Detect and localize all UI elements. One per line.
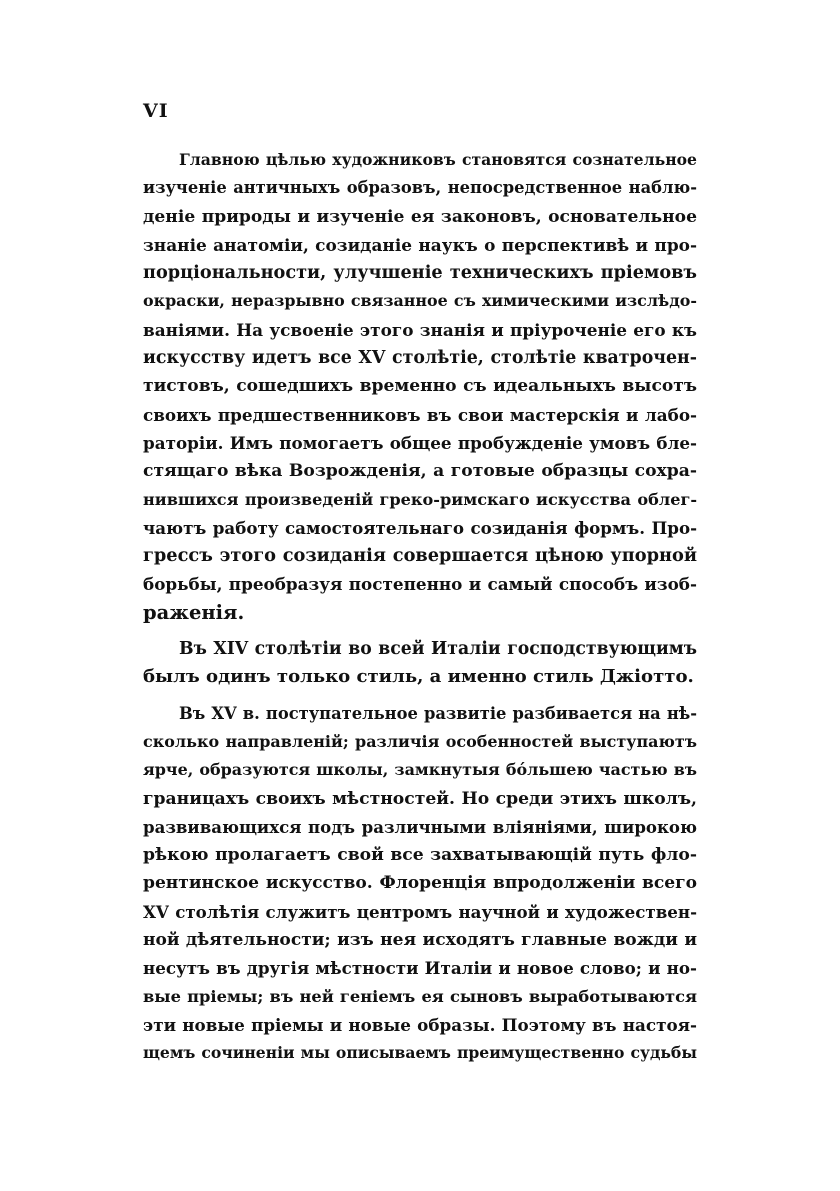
text-line: Въ XIV столѣтіи во всей Италіи господствующимъ	[179, 639, 697, 660]
text-line: окраски, неразрывно связанное съ химическими изслѣдо-	[143, 291, 697, 311]
text-line: грессъ этого созиданія совершается цѣною упорной	[143, 545, 697, 567]
text-line: Въ XV в. поступательное развитіе разбивается на нѣ-	[179, 703, 697, 723]
text-line: своихъ предшественниковъ въ свои мастерскія и лабо-	[143, 404, 697, 425]
text-line: порціональности, улучшеніе техническихъ пріемовъ	[143, 262, 697, 284]
paragraph-gap	[143, 627, 697, 635]
text-line: изученіе античныхъ образовъ, непосредственное наблю-	[143, 178, 697, 198]
text-line: искусству идетъ все XV столѣтіе, столѣтіе кватрочен-	[143, 348, 697, 369]
paragraph-1	[143, 146, 697, 627]
text-line: чаютъ работу самостоятельнаго созиданія формъ. Про-	[143, 517, 697, 538]
text-line: щемъ сочиненіи мы описываемъ преимущественно судьбы	[143, 1043, 697, 1063]
text-line: развивающихся подъ различными вліяніями, широкою	[143, 816, 697, 837]
text-line: вые пріемы; въ ней геніемъ ея сыновъ выработываются	[143, 986, 697, 1006]
text-line: борьбы, преобразуя постепенно и самый способъ изоб-	[143, 574, 697, 595]
text-line: знаніе анатоміи, созиданіе наукъ о перспективѣ и про-	[143, 234, 697, 255]
text-line: деніе природы и изученіе ея законовъ, основательное	[143, 206, 697, 227]
text-line: раторіи. Имъ помогаетъ общее пробужденіе умовъ бле-	[143, 432, 697, 453]
text-line: границахъ своихъ мѣстностей. Но среди этихъ школъ,	[143, 788, 697, 809]
text-line: раженія.	[143, 600, 245, 624]
text-line: нившихся произведеній греко-римскаго искусства облег-	[143, 489, 697, 509]
text-line: стящаго вѣка Возрожденія, а готовые образцы сохра-	[143, 461, 697, 482]
text-line: ваніями. На усвоеніе этого знанія и пріуроченіе его къ	[143, 319, 697, 340]
paragraph-2	[143, 635, 697, 692]
text-line: эти новые пріемы и новые образы. Поэтому въ настоя-	[143, 1014, 697, 1035]
text-line: ярче, образуются школы, замкнутыя бо́льшею частью въ	[143, 760, 697, 780]
text-line: тистовъ, сошедшихъ временно съ идеальныхъ высотъ	[143, 376, 697, 397]
body-text	[143, 146, 697, 1068]
text-line: ной дѣятельности; изъ нея исходятъ главные вожди и	[143, 930, 697, 951]
text-line: рентинское искусство. Флоренція впродолженіи всего	[143, 873, 697, 894]
text-line: былъ одинъ только стиль, а именно стиль Джіотто.	[143, 666, 694, 688]
text-line: XV столѣтія служитъ центромъ научной и художествен-	[143, 901, 697, 922]
paragraph-gap	[143, 692, 697, 700]
text-line: несутъ въ другія мѣстности Италіи и новое слово; и но-	[143, 958, 697, 979]
text-line: сколько направленій; различія особенностей выступаютъ	[143, 731, 697, 751]
text-line: рѣкою пролагаетъ свой все захватывающій путь фло-	[143, 845, 697, 866]
paragraph-3	[143, 700, 697, 1068]
page-number: VI	[143, 100, 169, 122]
text-line: Главною цѣлью художниковъ становятся сознательное	[179, 150, 697, 169]
